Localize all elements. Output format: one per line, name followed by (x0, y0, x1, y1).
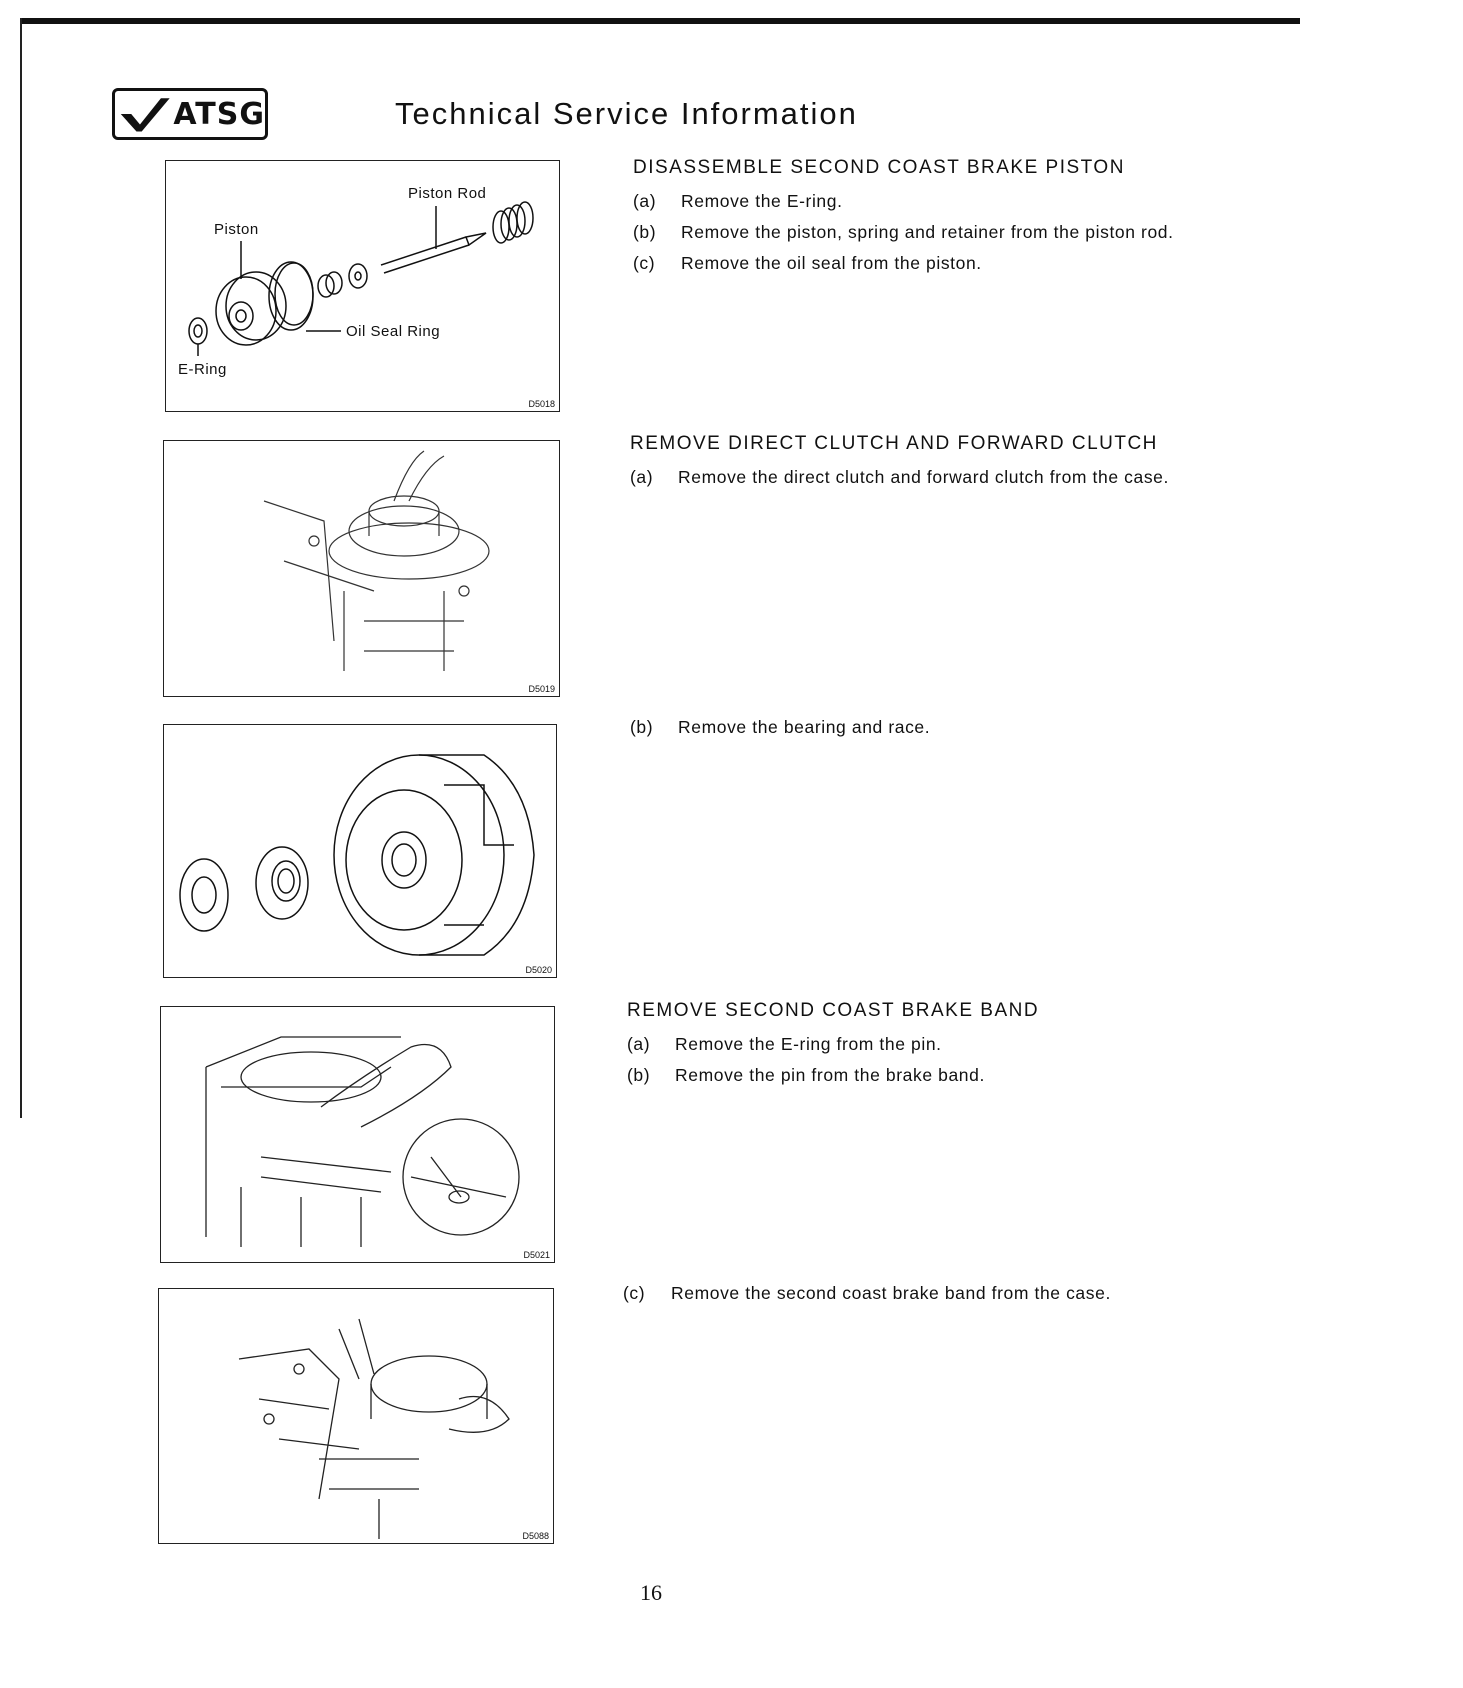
section-direct-forward-clutch (630, 433, 1185, 496)
step-item: (c) Remove the oil seal from the piston. (633, 253, 982, 273)
left-rule (20, 18, 22, 1118)
section-second-coast-brake-band (627, 1000, 1182, 1094)
step-item: (a) Remove the E-ring from the pin. (627, 1034, 942, 1054)
section-heading: REMOVE DIRECT CLUTCH AND FORWARD CLUTCH (630, 433, 1158, 454)
figure-code: D5021 (523, 1250, 550, 1260)
figure-code: D5019 (528, 684, 555, 694)
section-heading: DISASSEMBLE SECOND COAST BRAKE PISTON (633, 157, 1125, 178)
figure-piston-exploded (165, 160, 560, 412)
step-item: (a) Remove the E-ring. (633, 191, 843, 211)
step-item: (b) Remove the piston, spring and retainer from the piston rod. (633, 222, 1174, 242)
clutch-removal-illustration (164, 441, 561, 698)
brake-band-pin-illustration (161, 1007, 556, 1264)
page-title: Technical Service Information (395, 96, 858, 131)
top-rule (20, 18, 1300, 24)
page-number: 16 (640, 1580, 662, 1605)
figure-clutch-removal (163, 440, 560, 697)
checkmark-icon (119, 92, 171, 136)
step-item: (c) Remove the second coast brake band from the case. (623, 1283, 1111, 1303)
atsg-logo (112, 88, 268, 140)
figure-bearing-race (163, 724, 557, 978)
figure-code: D5018 (528, 399, 555, 409)
figure-code: D5088 (522, 1531, 549, 1541)
label-piston: Piston (214, 221, 259, 238)
label-oil-seal-ring: Oil Seal Ring (346, 323, 441, 340)
section-direct-forward-clutch-continued (630, 715, 1185, 746)
figure-brake-band-pin (160, 1006, 555, 1263)
label-piston-rod: Piston Rod (408, 185, 487, 202)
bearing-race-illustration (164, 725, 558, 979)
figure-code: D5020 (525, 965, 552, 975)
step-item: (a) Remove the direct clutch and forward clutch from the case. (630, 467, 1169, 487)
section-second-coast-brake-band-continued (623, 1281, 1183, 1312)
step-item: (b) Remove the bearing and race. (630, 717, 931, 737)
section-second-coast-brake-piston (633, 157, 1183, 282)
logo-text: ATSG (173, 96, 265, 132)
step-item: (b) Remove the pin from the brake band. (627, 1065, 985, 1085)
figure-brake-band-removal (158, 1288, 554, 1544)
brake-band-removal-illustration (159, 1289, 555, 1545)
section-heading: REMOVE SECOND COAST BRAKE BAND (627, 1000, 1040, 1021)
label-e-ring: E-Ring (178, 361, 227, 378)
